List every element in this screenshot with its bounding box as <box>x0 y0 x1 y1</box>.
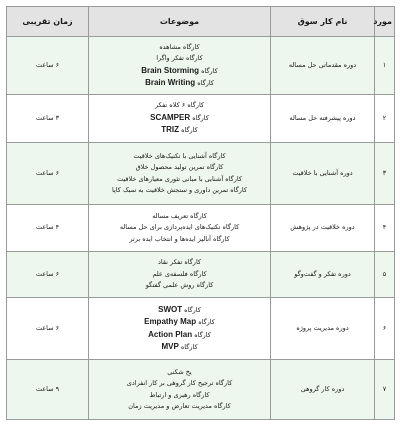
topic-prefix: کارگاه <box>195 78 214 87</box>
table-row <box>7 360 395 420</box>
topic-english-term: MVP <box>161 341 179 351</box>
topic-item <box>91 124 268 136</box>
approx-time: ۹ ساعت <box>7 360 89 420</box>
approx-time: ۶ ساعت <box>7 298 89 360</box>
table-row <box>7 298 395 360</box>
course-name: دوره آشنایی با خلاقیت <box>271 143 375 205</box>
topic-prefix: کارگاه <box>190 113 209 122</box>
course-topics <box>89 95 271 143</box>
approx-time: ۶ ساعت <box>7 252 89 298</box>
row-number: ۵ <box>375 252 395 298</box>
course-topics <box>89 252 271 298</box>
topic-item: یخ شکنی <box>167 367 192 376</box>
approx-time: ۳ ساعت <box>7 95 89 143</box>
topic-item <box>91 304 268 316</box>
table-body <box>7 37 395 420</box>
topic-english-term: Empathy Map <box>144 317 197 327</box>
topic-item: کارگاه تکنیک‌های ایده‌پردازی برای حل مساله <box>119 223 240 232</box>
topic-item: کارگاه فلسفه‌ی علم <box>152 269 207 278</box>
course-name: دوره پیشرفته حل مساله <box>271 95 375 143</box>
topic-item <box>91 77 268 89</box>
row-number: ۴ <box>375 205 395 252</box>
topic-item: کارگاه تمرین تولید محصول خلاق <box>135 163 224 172</box>
course-topics <box>89 143 271 205</box>
course-topics <box>89 298 271 360</box>
course-table-container <box>6 6 394 420</box>
topic-item <box>91 112 268 124</box>
table-row <box>7 205 395 252</box>
header-approx-time: زمان تقریبی <box>7 7 89 37</box>
table-row <box>7 95 395 143</box>
course-table <box>6 6 395 420</box>
topic-english-term: TRIZ <box>161 125 179 135</box>
topic-english-term: Brain Writing <box>145 77 196 87</box>
topic-item: کارگاه تعریف مساله <box>152 211 207 220</box>
topic-item: کارگاه مدیریت تعارض و مدیریت زمان <box>128 401 231 410</box>
header-number: مورد <box>375 7 395 37</box>
topic-item: کارگاه آشنایی با مبانی تئوری معیارهای خلاقیت <box>117 174 242 183</box>
topic-prefix: کارگاه <box>179 126 198 135</box>
topic-english-term: Action Plan <box>148 329 193 339</box>
course-name: دوره تفکر و گفت‌وگو <box>271 252 375 298</box>
row-number: ۷ <box>375 360 395 420</box>
course-name: دوره مقدماتی حل مساله <box>271 37 375 95</box>
approx-time: ۶ ساعت <box>7 143 89 205</box>
row-number: ۶ <box>375 298 395 360</box>
course-topics <box>89 37 271 95</box>
row-number: ۳ <box>375 143 395 205</box>
table-row <box>7 143 395 205</box>
row-number: ۱ <box>375 37 395 95</box>
table-row <box>7 37 395 95</box>
topic-item: کارگاه آنالیز ایده‌ها و انتخاب ایده برتر <box>129 234 230 243</box>
topic-item: کارگاه ۶ کلاه تفکر <box>154 101 205 110</box>
row-number: ۲ <box>375 95 395 143</box>
topic-prefix: کارگاه <box>182 305 201 314</box>
topic-prefix: کارگاه <box>199 66 218 75</box>
course-name: دوره خلاقیت در پژوهش <box>271 205 375 252</box>
topic-item: کارگاه تفکر واگرا <box>156 54 203 63</box>
topic-item: کارگاه تفکر نقاد <box>157 258 202 267</box>
course-name: دوره کار گروهی <box>271 360 375 420</box>
header-topics: موضوعات <box>89 7 271 37</box>
approx-time: ۶ ساعت <box>7 37 89 95</box>
topic-english-term: Brain Storming <box>141 65 199 75</box>
topic-item: کارگاه ترجیح کار گروهی بر کار انفرادی <box>126 379 233 388</box>
topic-item <box>91 316 268 328</box>
topic-english-term: SCAMPER <box>150 112 191 122</box>
topic-item <box>91 329 268 341</box>
course-topics <box>89 360 271 420</box>
topic-prefix: کارگاه <box>196 318 215 327</box>
topic-item: کارگاه آشنایی با تکنیک‌های خلاقیت <box>133 151 226 160</box>
course-name: دوره مدیریت پروژه <box>271 298 375 360</box>
table-row <box>7 252 395 298</box>
topic-item <box>91 65 268 77</box>
topic-prefix: کارگاه <box>178 342 198 351</box>
topic-item: کارگاه روش علمی گفتگو <box>145 281 214 290</box>
topic-item <box>91 341 268 353</box>
topic-item: کارگاه رهبری و ارتباط <box>149 390 210 399</box>
topic-prefix: کارگاه <box>192 330 211 339</box>
topic-item: کارگاه مشاهده <box>159 42 200 51</box>
topic-english-term: SWOT <box>158 304 183 314</box>
header-course-name: نام کار سوق <box>271 7 375 37</box>
approx-time: ۴ ساعت <box>7 205 89 252</box>
table-header-row <box>7 7 395 37</box>
course-topics <box>89 205 271 252</box>
topic-item: کارگاه تمرین داوری و سنجش خلاقیت به سبک کاپا <box>112 185 247 194</box>
